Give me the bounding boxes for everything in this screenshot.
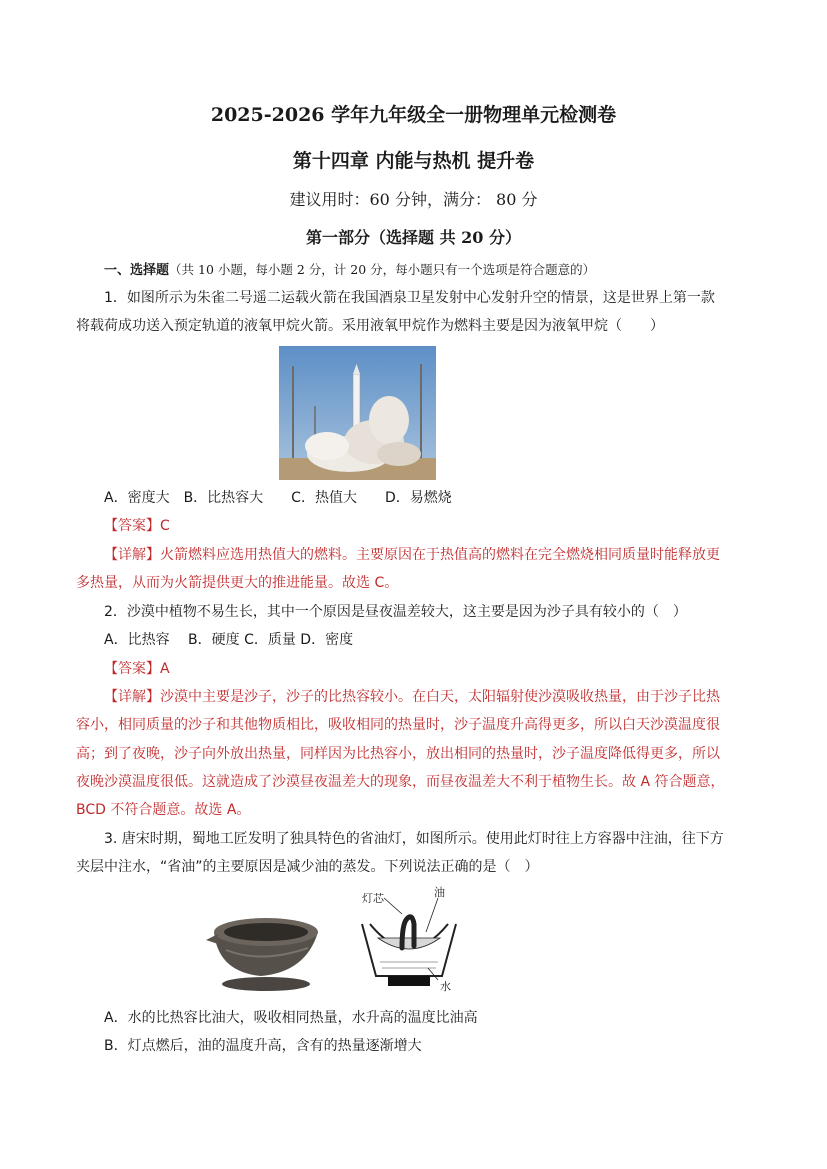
oil-lamp-diagram <box>356 880 466 995</box>
time-info: 建议用时：60 分钟，满分： 80 分 <box>289 190 538 209</box>
q1-stem-line1: 1．如图所示为朱雀二号遥二运载火箭在我国酒泉卫星发射中心发射升空的情景，这是世界上第一款 <box>104 290 715 306</box>
q1-detail-line2: 多热量，从而为火箭提供更大的推进能量。故选 C。 <box>76 575 399 591</box>
section-heading <box>104 259 595 278</box>
q3-stem-line1: 3. 唐宋时期，蜀地工匠发明了独具特色的省油灯，如图所示。使用此灯时往上方容器中注油，往下方 <box>104 831 724 847</box>
q1-detail-label: 【详解】 <box>104 547 160 563</box>
exam-title: 2025-2026 学年九年级全一册物理单元检测卷 <box>210 104 617 126</box>
oil-label: 油 <box>434 886 445 899</box>
chapter-title: 第十四章 内能与热机 提升卷 <box>292 150 535 172</box>
oil-lamp-photo <box>196 902 326 992</box>
wick-label: 灯芯 <box>362 892 384 905</box>
q2-detail-line5: BCD 不符合题意。故选 A。 <box>76 802 251 818</box>
q2-answer-value: A <box>160 661 170 677</box>
q2-stem: 2．沙漠中植物不易生长，其中一个原因是昼夜温差较大，这主要是因为沙子具有较小的（ ） <box>104 604 687 620</box>
q2-detail-label: 【详解】 <box>104 689 160 705</box>
q1-answer-label: 【答案】 <box>104 518 160 534</box>
q2-answer <box>104 655 170 684</box>
q1-answer <box>104 512 170 541</box>
section-note: （共 10 小题，每小题 2 分，计 20 分，每小题只有一个选项是符合题意的） <box>169 262 596 277</box>
q2-detail-line1 <box>104 683 720 712</box>
rocket-launch-image <box>279 346 436 480</box>
q2-options: A．比热容 B．硬度 C．质量 D．密度 <box>104 632 354 648</box>
q1-stem-line2: 将载荷成功送入预定轨道的液氧甲烷火箭。采用液氧甲烷作为燃料主要是因为液氧甲烷（ ） <box>76 318 664 334</box>
q2-detail-line3: 高；到了夜晚，沙子向外放出热量，同样因为比热容小，放出相同的热量时，沙子温度降低得更多，所以 <box>76 746 720 762</box>
q1-detail-line1 <box>104 541 720 570</box>
q1-detail-text1: 火箭燃料应选用热值大的燃料。主要原因在于热值高的燃料在完全燃烧相同质量时能释放更 <box>160 547 720 563</box>
part-title: 第一部分（选择题 共 20 分） <box>306 228 521 247</box>
q2-detail-line2: 容小，相同质量的沙子和其他物质相比，吸收相同的热量时，沙子温度升高得更多，所以白天沙漠温度很 <box>76 717 720 733</box>
water-label: 水 <box>440 980 451 993</box>
q3-option-b: B．灯点燃后，油的温度升高，含有的热量逐渐增大 <box>104 1038 422 1054</box>
q2-detail-line4: 夜晚沙漠温度很低。这就造成了沙漠昼夜温差大的现象，而昼夜温差大不利于植物生长。故 A 符合题意， <box>76 774 725 790</box>
q2-detail-text1: 沙漠中主要是沙子，沙子的比热容较小。在白天，太阳辐射使沙漠吸收热量，由于沙子比热 <box>160 689 720 705</box>
q2-answer-label: 【答案】 <box>104 661 160 677</box>
q3-stem-line2: 夹层中注水，“省油”的主要原因是减少油的蒸发。下列说法正确的是（ ） <box>76 859 539 875</box>
q1-answer-value: C <box>160 518 170 534</box>
section-label: 一、选择题 <box>104 263 170 278</box>
q1-options: A．密度大 B．比热容大 C．热值大 D．易燃烧 <box>104 490 452 506</box>
q3-option-a: A．水的比热容比油大，吸收相同热量，水升高的温度比油高 <box>104 1010 478 1026</box>
